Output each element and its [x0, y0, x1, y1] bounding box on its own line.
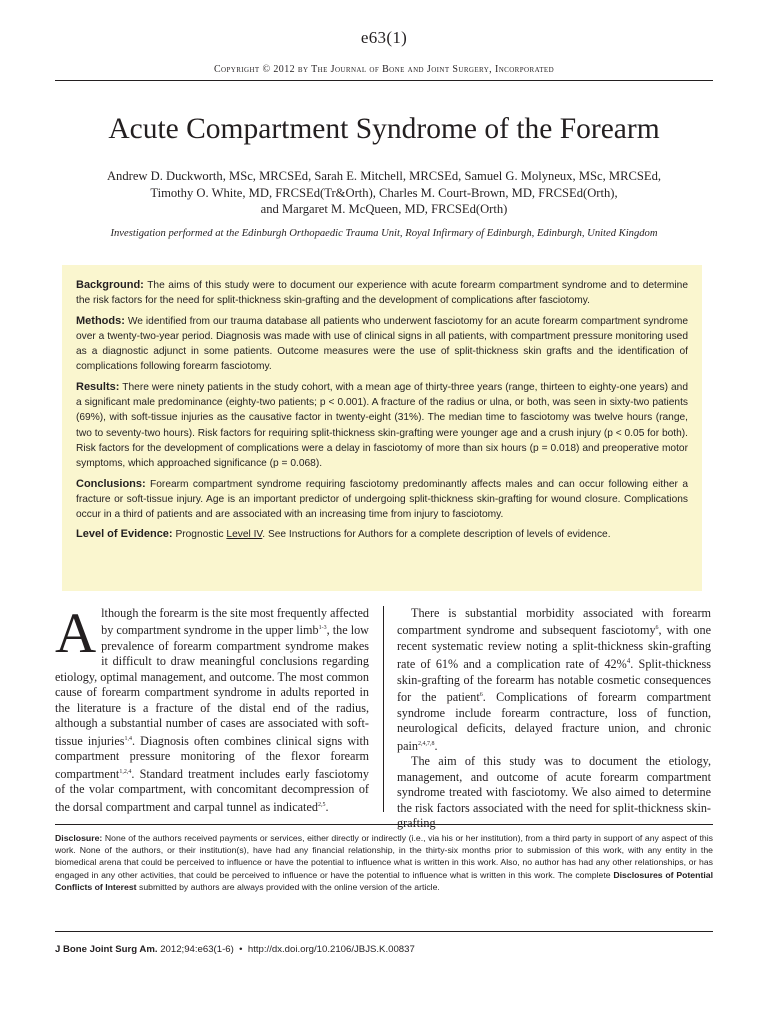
- journal-abbrev: J Bone Joint Surg Am.: [55, 944, 158, 955]
- column-divider: [383, 606, 384, 812]
- abstract-methods: [76, 314, 688, 375]
- abstract-level-of-evidence: [76, 527, 688, 542]
- morbidity-text-2: , with one recent systematic review noting a split-thickness skin-grafting rate of 61% and a complication rate of 42%: [397, 623, 711, 672]
- disclosure-label: Disclosure:: [55, 833, 103, 843]
- conclusions-label: Conclusions:: [76, 477, 146, 490]
- disclosure-text-end: submitted by authors are always provided with the online version of the article.: [139, 881, 440, 892]
- disclosures-link[interactable]: Disclosures of Potential Conflicts of Interest: [55, 869, 714, 892]
- disclosure-rule: [55, 824, 713, 825]
- authors-line-2: Timothy O. White, MD, FRCSEd(Tr&Orth), Charles M. Court-Brown, MD, FRCSEd(Orth),: [150, 185, 618, 200]
- conclusions-text: Forearm compartment syndrome requiring fasciotomy predominantly affects males and can occur following either a fracture or soft-tissue injury. Age is an important predictor of undergoing split-thickness skin-grafting for wound closure. Complications occur in a third of patients and are associated with an increasing time from injury to fasciotomy.: [76, 478, 688, 521]
- intro-text-4: . Standard treatment includes early fasciotomy of the volar compartment, with concomitant decompression of the dorsal compartment and carpal tunnel as indicated: [55, 766, 369, 814]
- abstract-results: [76, 380, 688, 472]
- methods-text: We identified from our trauma database all patients who underwent fasciotomy for an acute forearm compartment syndrome over a twenty-two-year period. Diagnosis was made with use of clinical signs in all patients, with compartment pressure monitoring used as a diagnostic adjunct in some patients. Outcome measures were the use of split-thickness skin grafts and the identification of complications following forearm fasciotomy.: [76, 315, 688, 373]
- background-label: Background:: [76, 279, 144, 291]
- intro-text-2: , the low prevalence of forearm compartment syndrome makes it difficult to draw meaningful conclusions regarding etiology, optimal management, and outcome. The most common cause of forearm compartment syndrome in adults reported in the literature is a fracture of the distal end of the radius, although a substantial number of cases are associated with soft-tissue injuries: [55, 623, 369, 748]
- abstract-background: [76, 278, 688, 309]
- level-iv-link[interactable]: Level IV: [226, 529, 263, 541]
- intro-text-3: . Diagnosis often combines clinical signs with compartment pressure monitoring of the flexor forearm compartment: [55, 733, 369, 781]
- level-post: . See Instructions for Authors for a complete description of levels of evidence.: [262, 529, 611, 541]
- intro-text-1: lthough the forearm is the site most frequently affected by compartment syndrome in the upper limb: [101, 606, 369, 638]
- authors-line-1: Andrew D. Duckworth, MSc, MRCSEd, Sarah E. Mitchell, MRCSEd, Samuel G. Molyneux, MSc, MRCSEd,: [106, 169, 662, 183]
- citation-ref[interactable]: 4: [626, 657, 631, 666]
- abstract-conclusions: [76, 477, 688, 523]
- results-text: There were ninety patients in the study cohort, with a mean age of thirty-three years (range, thirteen to eighty-one years) and a significant male predominance (eighty-two patients; p < 0.001). A fracture of the radius or ulna, or both, was seen in sixty-two patients (69%), with soft-tissue injuries as the causative factor in twenty-eight (31%). The median time to fasciotomy was twelve hours (range, two to seventy-two hours). Risk factors for requiring split-thickness skin-grafting were younger age and a crush injury (p < 0.05 for both). Risk factors for the development of complications were a delay in fasciotomy of more than six hours (p = 0.018) and preoperative motor symptoms, which approached significance (p = 0.068).: [76, 381, 688, 470]
- results-label: Results:: [76, 380, 120, 393]
- morbidity-text-1: There is substantial morbidity associated with forearm compartment syndrome and subsequent fasciotomy: [397, 606, 711, 638]
- level-label: Level of Evidence:: [76, 528, 173, 541]
- body-column-left: [55, 602, 369, 815]
- footer-bullet: •: [239, 944, 243, 955]
- body-column-right: [397, 606, 711, 832]
- morbidity-text-3: . Split-thickness skin-grafting of the forearm has notable cosmetic consequences for the patient: [397, 657, 711, 705]
- footer-rule: [55, 931, 713, 932]
- citation-ref[interactable]: 6: [479, 692, 483, 699]
- affiliation: Investigation performed at the Edinburgh Orthopaedic Trauma Unit, Royal Infirmary of Edinburgh, Edinburgh, United Kingdom: [110, 228, 658, 239]
- citation-ref[interactable]: 6: [655, 625, 659, 632]
- author-list: [90, 168, 678, 218]
- disclosure-note: [55, 832, 713, 893]
- abstract-box: [62, 265, 702, 591]
- level-pre: Prognostic: [175, 529, 224, 541]
- disclosure-text: None of the authors received payments or services, either directly or indirectly (i.e., via his or her institution), from a third party in support of any aspect of this work. None of the authors, or their institution(s), have had any financial relationship, in the thirty-six months prior to submission of this work, with any entity in the biomedical arena that could be perceived to influence or have the potential to influence what is written in this work. Also, no author has had any other relationships, or has engaged in any other activities, that could be perceived to influence or have the potential to influence what is written in this work. The complete: [55, 833, 713, 880]
- doi-link[interactable]: http://dx.doi.org/10.2106/JBJS.K.00837: [247, 944, 415, 955]
- citation-ref[interactable]: 1,2,4: [119, 768, 132, 775]
- aim-paragraph: The aim of this study was to document the etiology, management, and outcome of acute forearm compartment syndrome treated with fasciotomy. We also aimed to determine the risk factors associated with the need for split-thickness skin-grafting: [397, 754, 711, 831]
- citation-ref[interactable]: 2,4,7,8: [417, 740, 435, 747]
- citation-info: 2012;94:e63(1-6): [160, 944, 234, 955]
- citation-ref[interactable]: 1,4: [124, 735, 132, 742]
- citation-ref[interactable]: 1-3: [318, 625, 327, 632]
- header-rule: [55, 80, 713, 81]
- page-footer: [55, 944, 713, 955]
- dropcap-letter: A: [55, 602, 97, 665]
- background-text: The aims of this study were to document our experience with acute forearm compartment syndrome and to determine the risk factors for the need for split-thickness skin-grafting and the development of complications after fasciotomy.: [76, 280, 688, 307]
- methods-label: Methods:: [76, 314, 125, 327]
- article-title: Acute Compartment Syndrome of the Forearm: [108, 113, 660, 145]
- intro-text-5: .: [325, 799, 329, 814]
- intro-paragraph: [55, 602, 369, 815]
- morbidity-text-5: .: [434, 738, 438, 753]
- morbidity-text-4: . Complications of forearm compartment syndrome include forearm contracture, loss of function, neurological deficits, delayed fracture union, and chronic pain: [397, 690, 711, 753]
- page-number: e63(1): [360, 28, 408, 47]
- morbidity-paragraph: [397, 606, 711, 754]
- copyright-line: Copyright © 2012 by The Journal of Bone and Joint Surgery, Incorporated: [213, 64, 555, 75]
- authors-line-3: and Margaret M. McQueen, MD, FRCSEd(Orth): [260, 202, 508, 216]
- citation-ref[interactable]: 2,5: [317, 801, 326, 808]
